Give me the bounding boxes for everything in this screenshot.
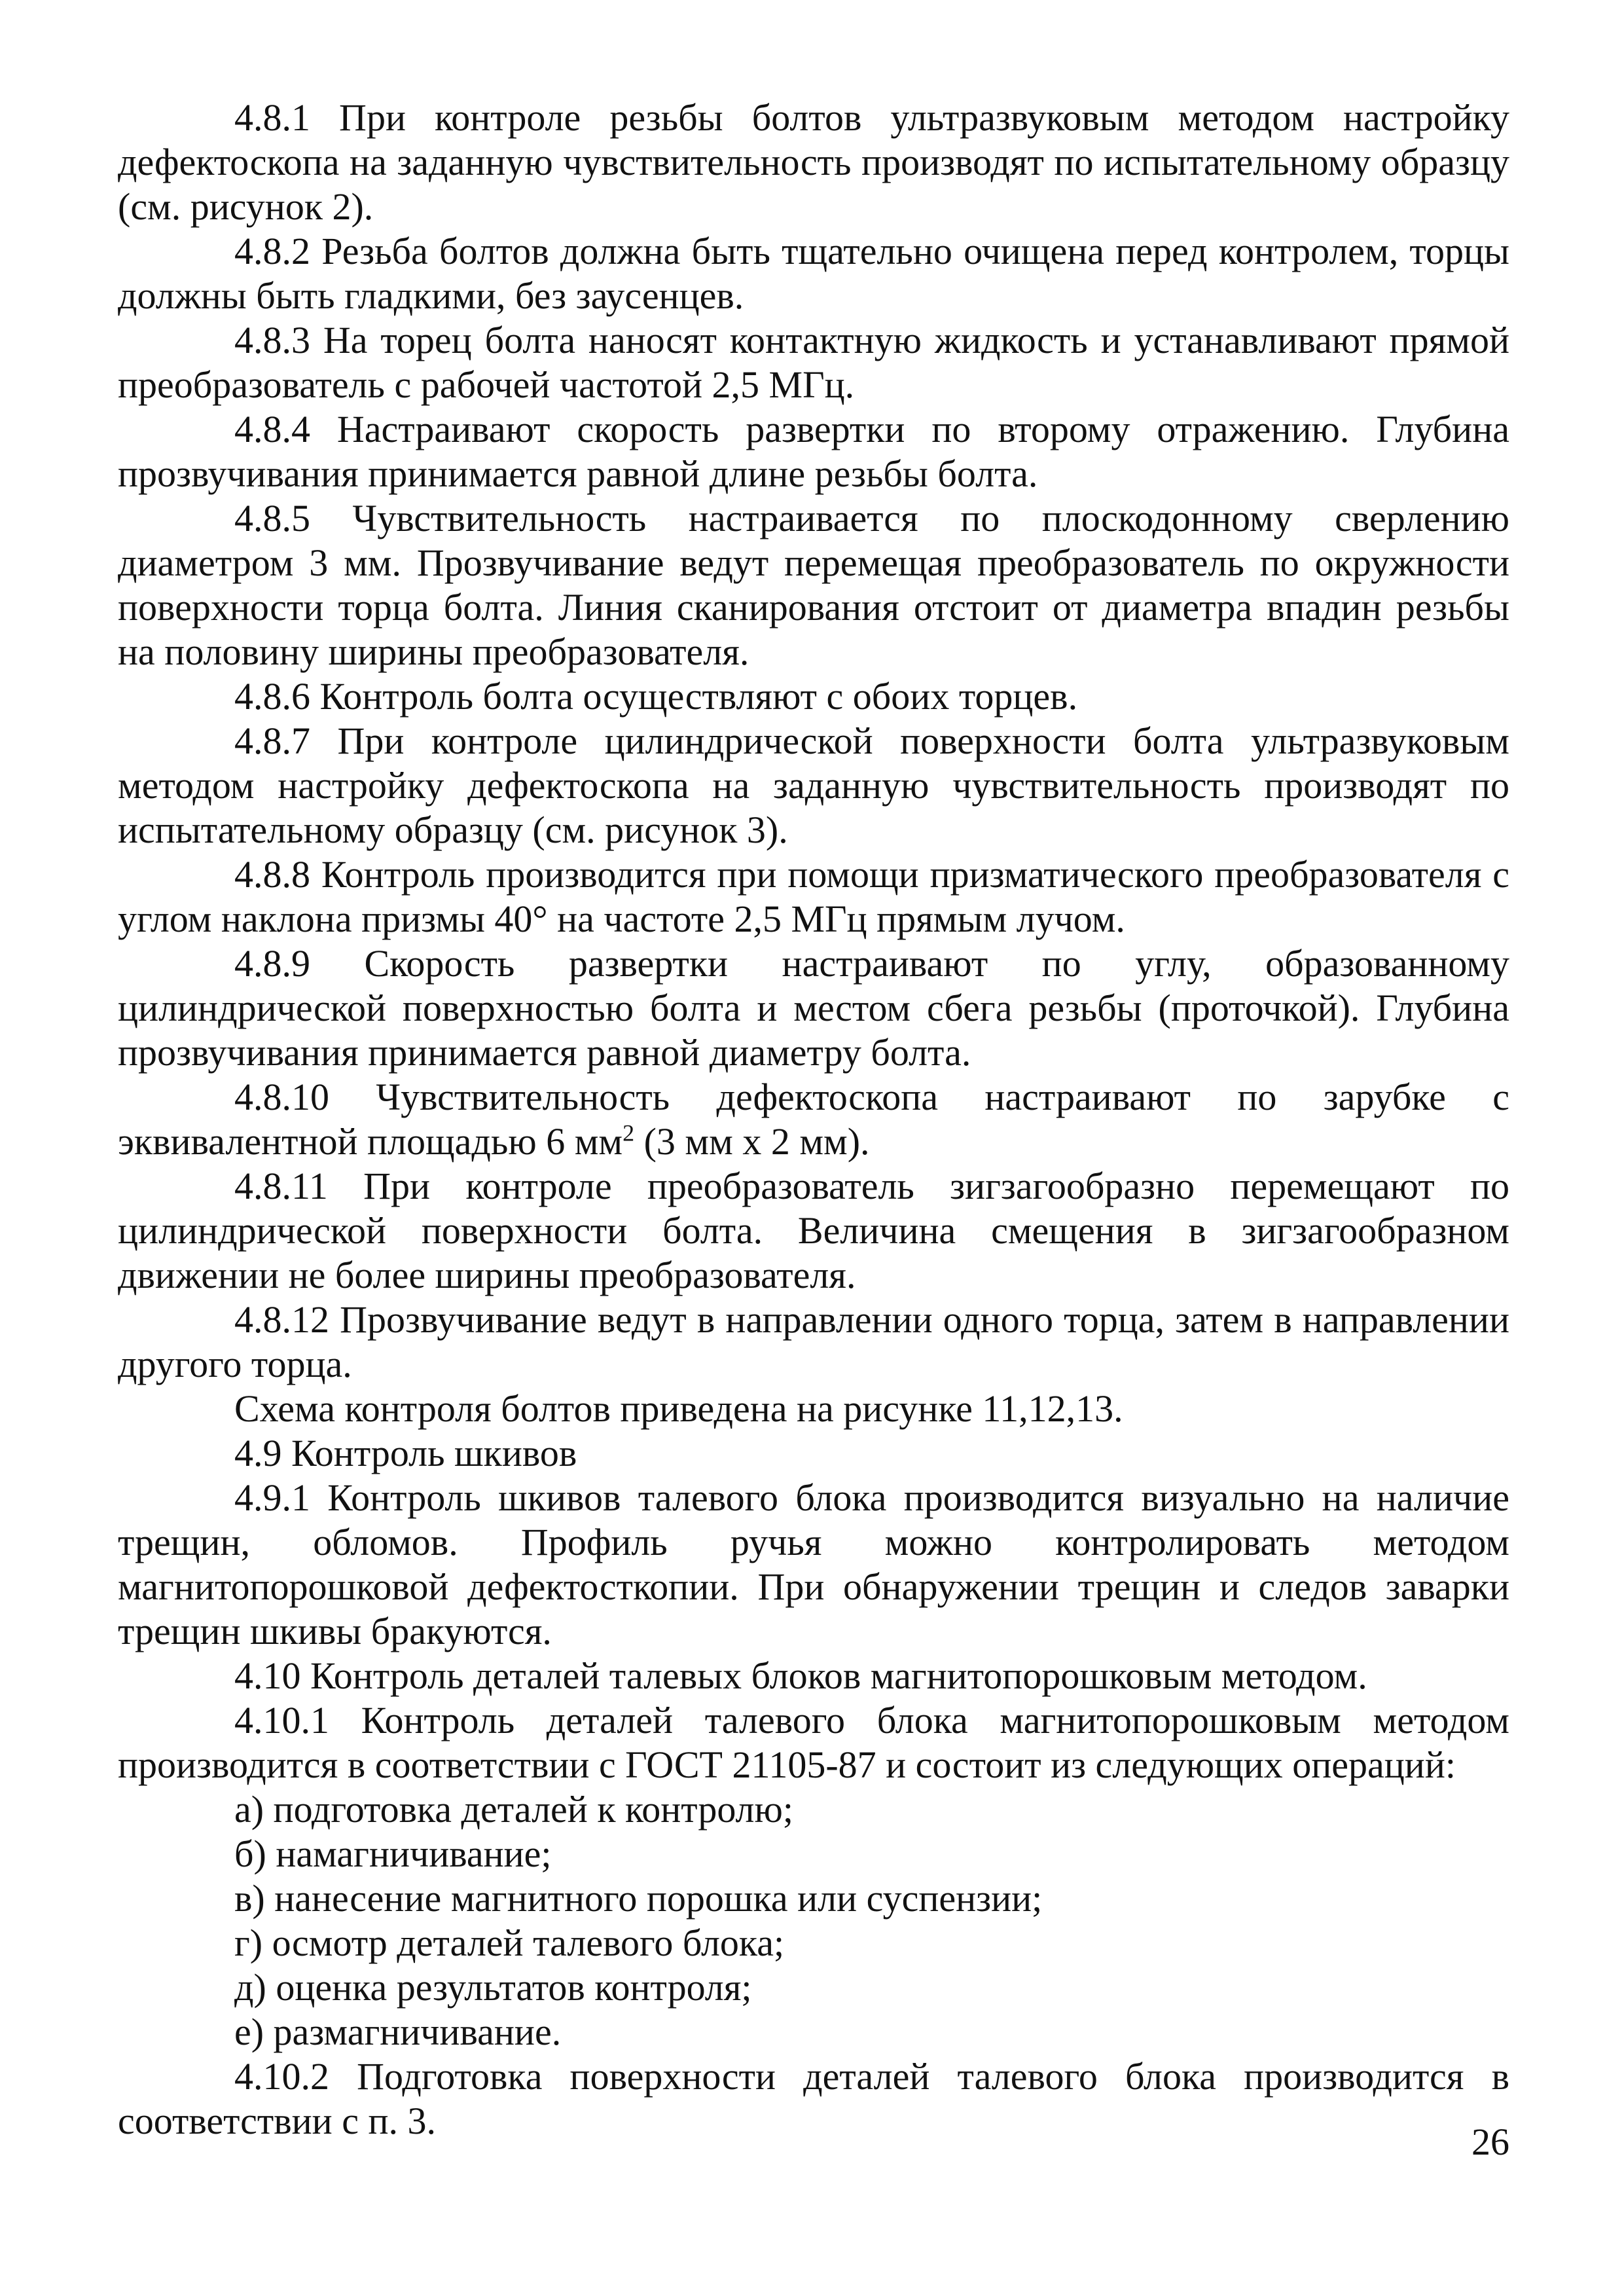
paragraph-4-8-12: 4.8.12 Прозвучивание ведут в направлении одного торца, затем в направлении другого торца. — [118, 1298, 1509, 1385]
paragraph-4-8-8: 4.8.8 Контроль производится при помощи призматического преобразователя с углом наклона призмы 40° на частоте 2,5 МГц прямым лучом. — [118, 853, 1509, 940]
paragraph-4-8-6: 4.8.6 Контроль болта осуществляют с обоих торцев. — [234, 675, 1078, 718]
paragraph-4-8-9: 4.8.9 Скорость развертки настраивают по углу, образованному цилиндрической поверхностью болта и местом сбега резьбы (проточкой). Глубина прозвучивания принимается равной диаметру болта. — [118, 942, 1509, 1074]
list-item-a: а) подготовка деталей к контролю; — [234, 1788, 793, 1831]
list-item-g: г) осмотр деталей талевого блока; — [234, 1922, 785, 1964]
paragraph-4-8-10-tail: (3 мм х 2 мм). — [634, 1120, 870, 1163]
list-item-v: в) нанесение магнитного порошка или суспензии; — [234, 1877, 1043, 1920]
paragraph-4-10-2: 4.10.2 Подготовка поверхности деталей талевого блока производится в соответствии с п. 3. — [118, 2055, 1509, 2142]
paragraph-4-8-5: 4.8.5 Чувствительность настраивается по плоскодонному сверлению диаметром 3 мм. Прозвучивание ведут перемещая преобразователь по окружности поверхности торца болта. Линия сканирования отстоит от диаметра впадин резьбы на половину ширины преобразователя. — [118, 497, 1509, 673]
document-page — [118, 96, 1509, 2143]
paragraph-4-8-2: 4.8.2 Резьба болтов должна быть тщательно очищена перед контролем, торцы должны быть гладкими, без заусенцев. — [118, 230, 1509, 317]
section-heading-4-10: 4.10 Контроль деталей талевых блоков магнитопорошковым методом. — [234, 1654, 1367, 1697]
list-item-d: д) оценка результатов контроля; — [234, 1966, 752, 2009]
paragraph-4-9-1: 4.9.1 Контроль шкивов талевого блока производится визуально на наличие трещин, обломов. Профиль ручья можно контролировать методом магнитопорошковой дефектосткопии. При обнаружении трещин и следов заварки трещин шкивы бракуются. — [118, 1476, 1509, 1652]
paragraph-4-8-7: 4.8.7 При контроле цилиндрической поверхности болта ультразвуковым методом настройку дефектоскопа на заданную чувствительность производят по испытательному образцу (см. рисунок 3). — [118, 720, 1509, 851]
paragraph-4-8-11: 4.8.11 При контроле преобразователь зигзагообразно перемещают по цилиндрической поверхности болта. Величина смещения в зигзагообразном движении не более ширины преобразователя. — [118, 1165, 1509, 1296]
paragraph-4-8-1: 4.8.1 При контроле резьбы болтов ультразвуковым методом настройку дефектоскопа на заданную чувствительность производят по испытательному образцу (см. рисунок 2). — [118, 96, 1509, 228]
page-number: 26 — [1471, 2121, 1509, 2163]
paragraph-scheme-reference: Схема контроля болтов приведена на рисунке 11,12,13. — [234, 1387, 1123, 1430]
paragraph-4-8-4: 4.8.4 Настраивают скорость развертки по второму отражению. Глубина прозвучивания принимается равной длине резьбы болта. — [118, 408, 1509, 495]
paragraph-4-8-10-text: 4.8.10 Чувствительность дефектоскопа настраивают по зарубке с эквивалентной площадью 6 мм — [118, 1076, 1509, 1163]
list-item-b: б) намагничивание; — [234, 1832, 552, 1875]
list-item-e: е) размагничивание. — [234, 2011, 562, 2053]
paragraph-4-8-10 — [118, 1075, 1509, 1164]
superscript-2: 2 — [623, 1120, 635, 1146]
section-heading-4-9: 4.9 Контроль шкивов — [234, 1432, 577, 1474]
paragraph-4-8-3: 4.8.3 На торец болта наносят контактную жидкость и устанавливают прямой преобразователь с рабочей частотой 2,5 МГц. — [118, 319, 1509, 406]
paragraph-4-10-1: 4.10.1 Контроль деталей талевого блока магнитопорошковым методом производится в соответствии с ГОСТ 21105-87 и состоит из следующих операций: — [118, 1699, 1509, 1786]
